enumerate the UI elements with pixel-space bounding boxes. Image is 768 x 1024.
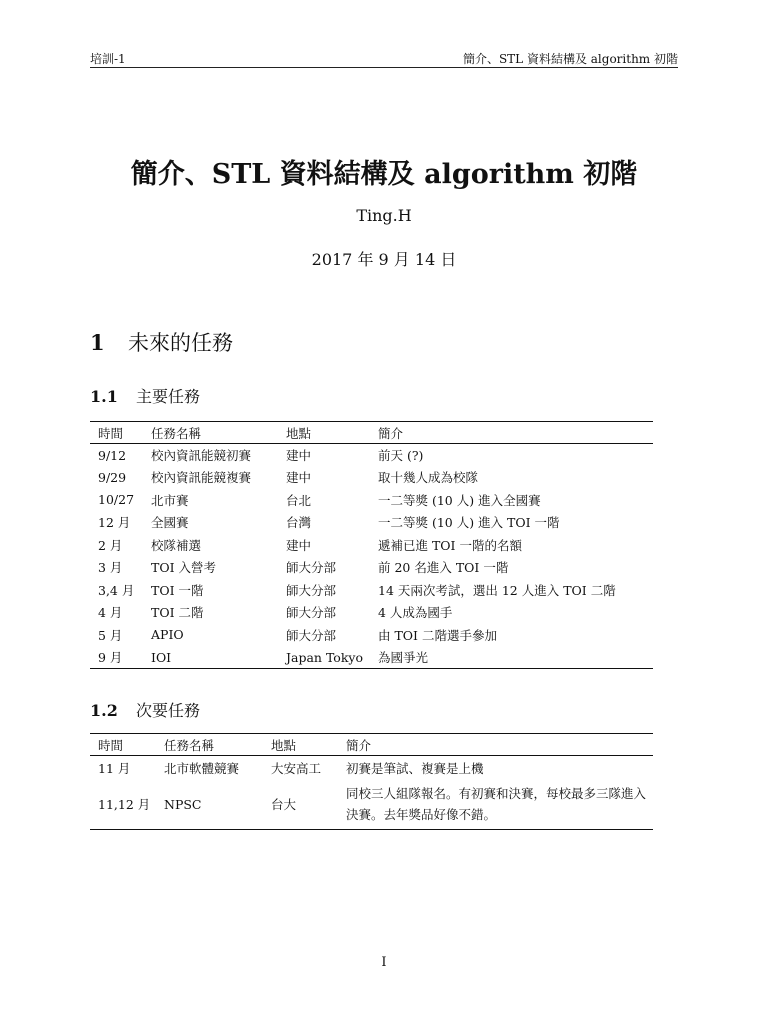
cell-description: 4 人成為國手 <box>378 605 453 621</box>
table-row <box>90 579 653 602</box>
cell-description: 14 天兩次考試，選出 12 人進入 TOI 二階 <box>378 582 616 598</box>
subsection-title: 次要任務 <box>136 701 201 720</box>
author: Ting.H <box>356 206 412 225</box>
cell-task: 校內資訊能競初賽 <box>151 448 252 463</box>
table-header-row <box>90 422 653 444</box>
cell-location: 師大分部 <box>286 605 337 621</box>
cell-task: APIO <box>151 627 184 643</box>
page-number: I <box>381 955 387 970</box>
column-header: 簡介 <box>378 425 404 441</box>
main-tasks-table <box>90 421 653 669</box>
cell-location: 台大 <box>271 797 297 813</box>
column-header: 地點 <box>271 737 297 753</box>
subsection-number: 1.1 <box>90 387 118 406</box>
section-number: 1 <box>90 330 105 355</box>
cell-description: 由 TOI 二階選手參加 <box>378 627 497 643</box>
cell-time: 3 月 <box>98 560 123 576</box>
subsection-number: 1.2 <box>90 701 118 720</box>
cell-time: 2 月 <box>98 537 123 553</box>
cell-description: 一二等獎 (10 人) 進入 TOI 一階 <box>378 515 560 531</box>
cell-location: 台北 <box>286 492 312 508</box>
cell-time: 4 月 <box>98 605 123 621</box>
cell-location: Japan Tokyo <box>286 649 363 665</box>
column-header: 任務名稱 <box>164 737 215 753</box>
table-row <box>90 646 653 669</box>
cell-task: 校隊補選 <box>151 537 202 553</box>
table-row <box>90 444 653 467</box>
table-row <box>90 556 653 579</box>
cell-description: 取十幾人成為校隊 <box>378 470 479 486</box>
cell-description: 遞補已進 TOI 一階的名額 <box>378 537 522 553</box>
cell-time: 11 月 <box>98 760 131 776</box>
cell-location: 師大分部 <box>286 582 337 598</box>
table-row <box>90 489 653 512</box>
cell-location: 台灣 <box>286 515 312 531</box>
running-header <box>90 48 678 68</box>
cell-location: 建中 <box>286 470 312 486</box>
cell-time: 11,12 月 <box>98 797 151 813</box>
cell-task: 校內資訊能競複賽 <box>151 470 252 486</box>
subsection-heading-1 <box>90 384 200 407</box>
cell-time: 3,4 月 <box>98 582 135 598</box>
table-row <box>90 511 653 534</box>
cell-task: IOI <box>151 649 172 665</box>
table-header-row <box>90 734 653 756</box>
table-row <box>90 624 653 647</box>
cell-location: 大安高工 <box>271 760 322 776</box>
secondary-tasks-table <box>90 733 653 830</box>
subsection-title: 主要任務 <box>136 387 201 406</box>
table-row <box>90 780 653 830</box>
cell-description: 初賽是筆試、複賽是上機 <box>346 760 484 776</box>
cell-description: 同校三人組隊報名。有初賽和決賽，每校最多三隊進入決賽。去年獎品好像不錯。 <box>346 786 647 823</box>
header-left-text: 培訓-1 <box>90 52 126 66</box>
cell-task: 全國賽 <box>151 515 189 531</box>
section-heading <box>90 327 233 357</box>
cell-time: 9/29 <box>98 469 127 485</box>
cell-task: 北市軟體競賽 <box>164 760 240 776</box>
cell-description: 為國爭光 <box>378 650 429 665</box>
document-title: 簡介、STL 資料結構及 algorithm 初階 <box>130 159 638 190</box>
column-header: 地點 <box>286 425 312 441</box>
cell-description: 前 20 名進入 TOI 一階 <box>378 560 509 576</box>
section-title: 未來的任務 <box>128 331 233 355</box>
column-header: 時間 <box>98 425 124 441</box>
cell-location: 建中 <box>286 537 312 553</box>
cell-location: 建中 <box>286 448 312 463</box>
table-row <box>90 756 653 780</box>
cell-time: 5 月 <box>98 627 123 643</box>
column-header: 簡介 <box>346 737 372 753</box>
table-row <box>90 601 653 624</box>
cell-description: 一二等獎 (10 人) 進入全國賽 <box>378 492 541 508</box>
date: 2017 年 9 月 14 日 <box>311 250 457 269</box>
table-row <box>90 534 653 557</box>
cell-time: 9/12 <box>98 447 127 463</box>
header-right-text: 簡介、STL 資料結構及 algorithm 初階 <box>462 52 678 66</box>
cell-task: TOI 二階 <box>151 605 204 621</box>
column-header: 任務名稱 <box>151 425 202 441</box>
cell-time: 10/27 <box>98 492 135 508</box>
cell-task: 北市賽 <box>151 492 189 508</box>
column-header: 時間 <box>98 737 124 753</box>
cell-task: TOI 一階 <box>151 582 204 598</box>
cell-location: 師大分部 <box>286 627 337 643</box>
cell-task: NPSC <box>164 796 202 812</box>
table-row <box>90 466 653 489</box>
cell-description: 前天 (?) <box>378 448 424 463</box>
cell-time: 12 月 <box>98 515 131 531</box>
cell-task: TOI 入營考 <box>151 560 216 576</box>
cell-location: 師大分部 <box>286 560 337 576</box>
cell-time: 9 月 <box>98 650 123 665</box>
subsection-heading-2 <box>90 698 200 721</box>
